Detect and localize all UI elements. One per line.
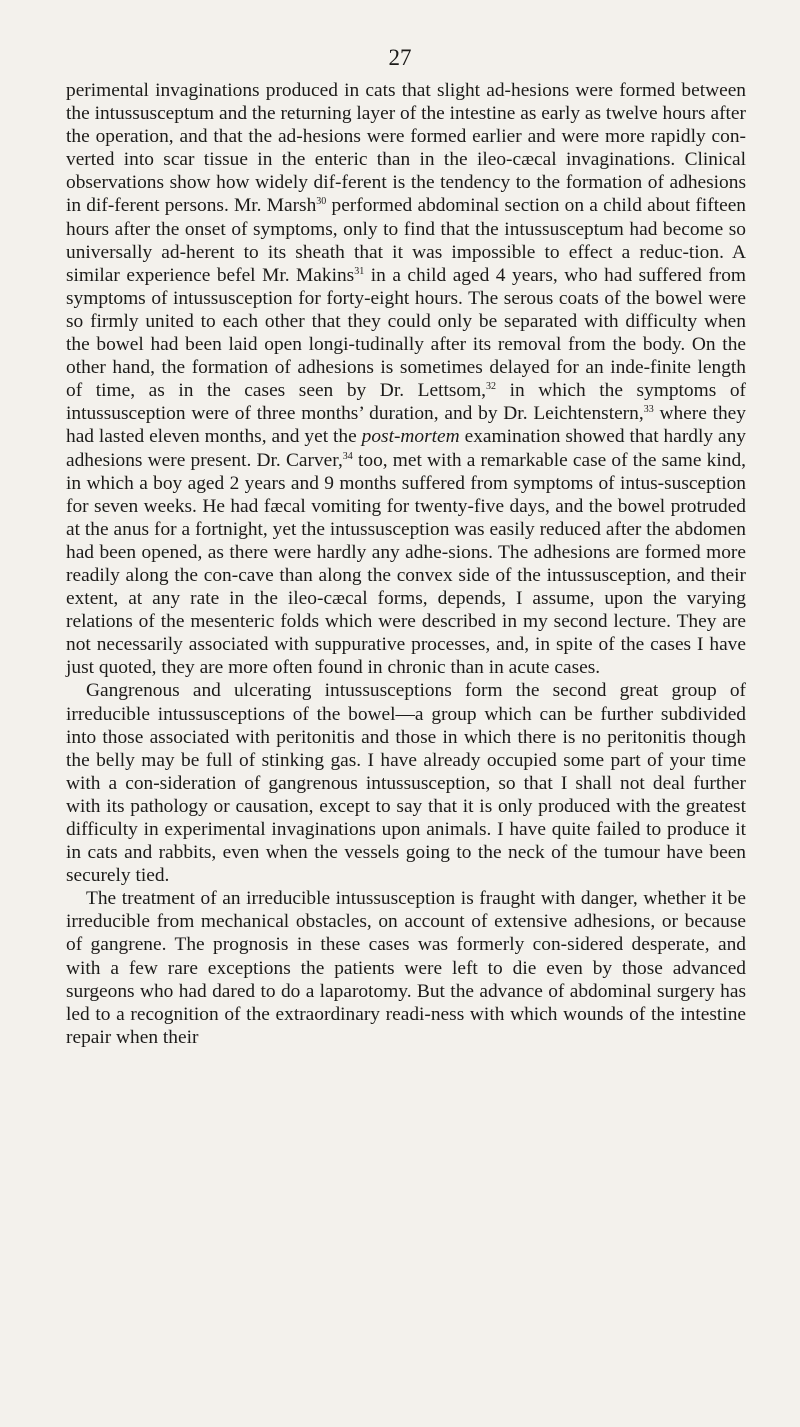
text-run: too, met with a remarkable case of the same kind, in which a boy aged 2 years and 9 months suffered from symptoms of intus-susception for seven weeks. He had fæcal vomiting for twenty-five days, and the bowel protruded at the anus for a fortnight, yet the intussusception was easily reduced after the abdomen had been opened, as there were hardly any adhe-sions. The adhesions are formed more readily along the con-cave than along the convex side of the intussusception, and their extent, at any rate in the ileo-cæcal forms, depends, I assume, upon the varying relations of the mesenteric folds which were described in my second lecture. They are not necessarily associated with suppurative processes, and, in spite of the cases I have just quoted, they are more often found in chronic than in acute cases.	[66, 449, 746, 679]
text-run: examination showed that hardly any adhesions were present. Dr. Carver,	[66, 426, 746, 471]
paragraph-gangrenous-intussusceptions	[66, 679, 746, 887]
text-run: where they had lasted eleven months, and yet the	[66, 403, 746, 448]
footnote-reference: 31	[354, 265, 365, 277]
body-text	[66, 79, 746, 1049]
italic-term: post-mortem	[361, 426, 460, 448]
text-run: The treatment of an irreducible intussusception is fraught with danger, whether it be irreducible from mechanical obstacles, on account of extensive adhesions, or because of gangrene. The prognosis in these cases was formerly con-sidered desperate, and with a few rare exceptions the patients were left to die even by those advanced surgeons who had dared to do a laparotomy. But the advance of abdominal surgery has led to a recognition of the extraordinary readi-ness with which wounds of the intestine repair when their	[66, 888, 746, 1048]
text-run: performed abdominal section on a child about fifteen hours after the onset of symptoms, only to find that the intussusceptum had become so universally ad-herent to its sheath that it was impossible to effect a reduc-tion. A similar experience befel Mr. Makins	[66, 195, 746, 286]
footnote-reference: 34	[342, 450, 353, 462]
footnote-reference: 30	[316, 196, 327, 208]
page-number: 27	[388, 45, 412, 70]
paragraph-adhesions	[66, 79, 746, 679]
text-run: in which the symptoms of intussusception were of three months’ duration, and by Dr. Leichtenstern,	[66, 380, 746, 425]
text-run: in a child aged 4 years, who had suffered from symptoms of intussusception for forty-eight hours. The serous coats of the bowel were so firmly united to each other that they could only be separated with difficulty when the bowel had been laid open longi-tudinally after its removal from the body. On the other hand, the formation of adhesions is sometimes delayed for an inde-finite length of time, as in the cases seen by Dr. Lettsom,	[66, 264, 747, 402]
footnote-reference: 32	[486, 381, 497, 393]
paragraph-treatment	[66, 887, 746, 1049]
text-run: Gangrenous and ulcerating intussusceptions form the second great group of irreducible intussusceptions of the bowel—a group which can be further subdivided into those associated with peritonitis and those in which there is no peritonitis though the belly may be full of stinking gas. I have already occupied some part of your time with a con-sideration of gangrenous intussusception, so that I shall not deal further with its pathology or causation, except to say that it is only produced with the greatest difficulty in experimental invaginations upon animals. I have quite failed to produce it in cats and rabbits, even when the vessels going to the neck of the tumour have been securely tied.	[66, 680, 746, 887]
text-run: perimental invaginations produced in cats that slight ad-hesions were formed between the intussusceptum and the returning layer of the intestine as early as twelve hours after the operation, and that the ad-hesions were formed earlier and were more rapidly con-verted into scar tissue in the enteric than in the ileo-cæcal invaginations. Clinical observations show how widely dif-ferent is the tendency to the formation of adhesions in dif-ferent persons. Mr. Marsh	[66, 80, 746, 217]
footnote-reference: 33	[643, 404, 654, 416]
